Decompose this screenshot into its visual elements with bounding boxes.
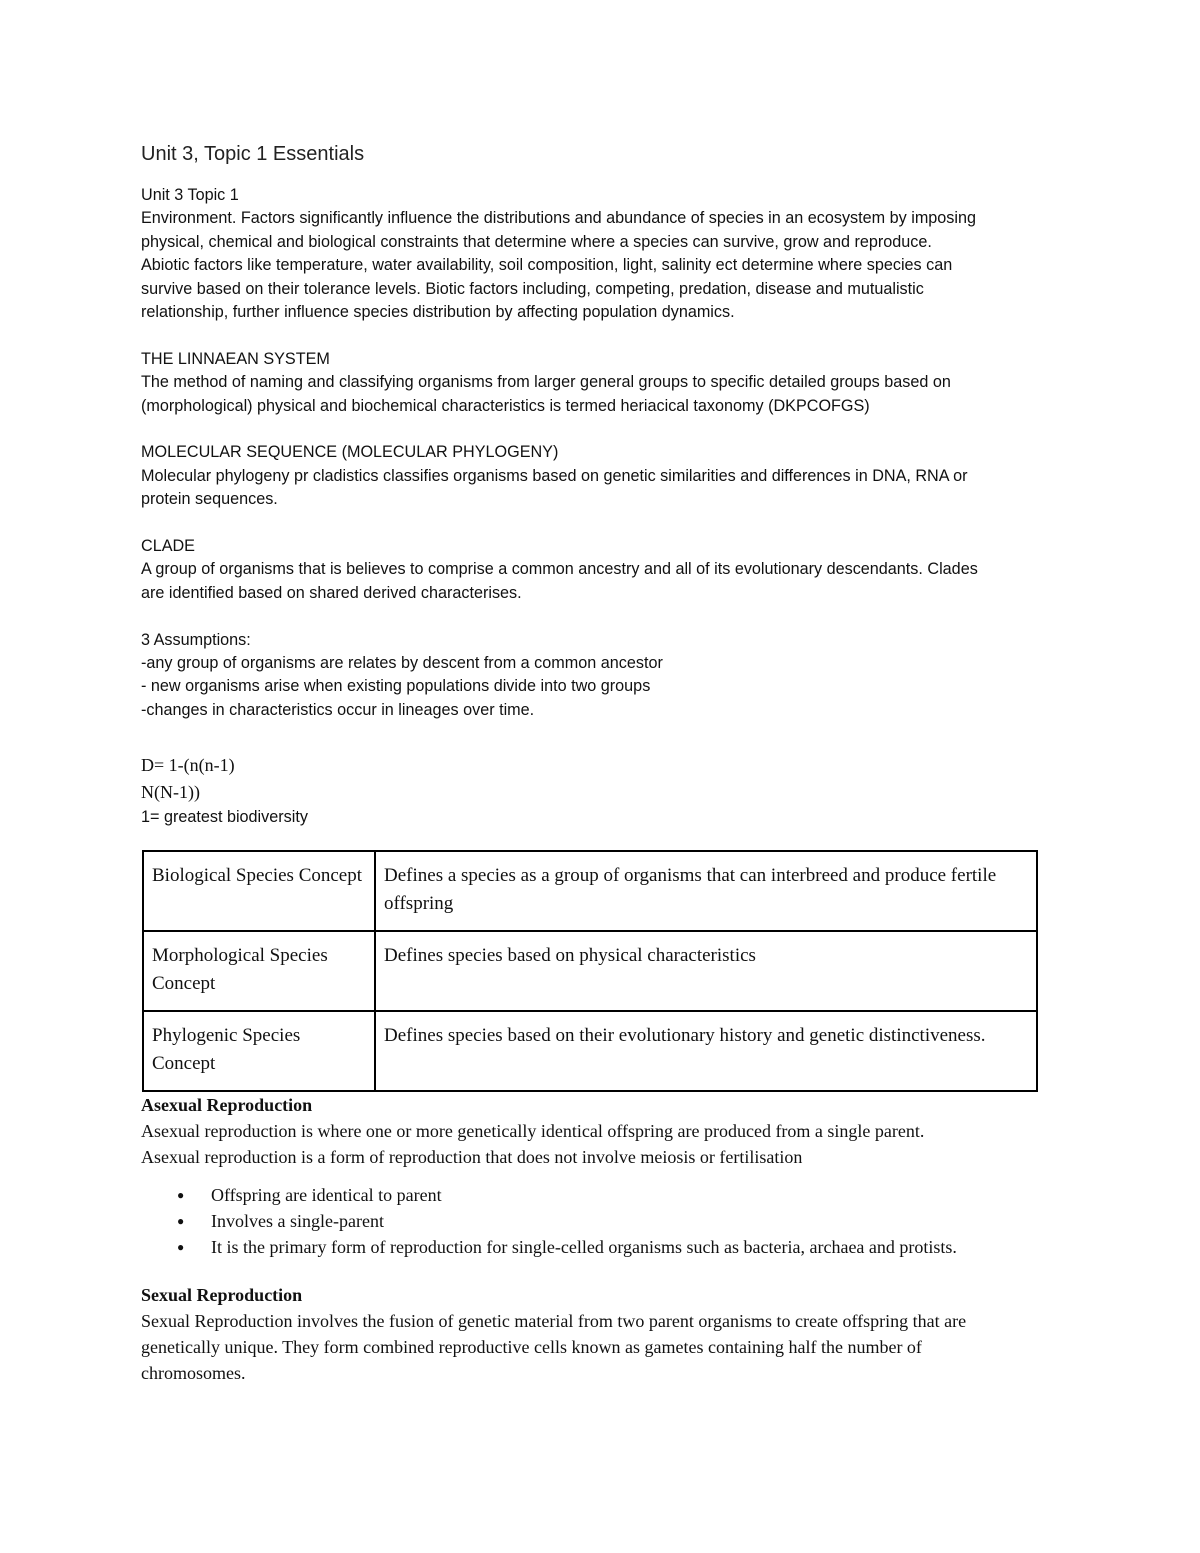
- assumptions-heading: 3 Assumptions:: [141, 630, 251, 649]
- molecular-section: [141, 441, 1061, 511]
- intro-line: physical, chemical and biological constraints that determine where a species can survive, grow and reproduce.: [141, 232, 932, 251]
- concept-definition: Defines species based on physical characteristics: [375, 931, 1037, 1011]
- list-item: ● Offspring are identical to parent: [211, 1182, 1061, 1208]
- asexual-line: Asexual reproduction is where one or more genetically identical offspring are produced from a single parent.: [141, 1120, 925, 1141]
- concept-definition: Defines species based on their evolutionary history and genetic distinctiveness.: [375, 1011, 1037, 1091]
- concept-name: Biological Species Concept: [143, 851, 375, 931]
- molecular-heading: MOLECULAR SEQUENCE (MOLECULAR PHYLOGENY): [141, 443, 559, 462]
- linnaean-line: The method of naming and classifying organisms from larger general groups to specific detailed groups based on: [141, 373, 951, 392]
- list-item: ● Involves a single-parent: [211, 1208, 1061, 1234]
- molecular-line: protein sequences.: [141, 490, 278, 509]
- molecular-line: Molecular phylogeny pr cladistics classifies organisms based on genetic similarities and differences in DNA, RNA or: [141, 466, 968, 485]
- concept-name: Phylogenic Species Concept: [143, 1011, 375, 1091]
- species-concepts-table: [142, 850, 1038, 1092]
- formula-numerator: D= 1-(n(n-1): [141, 755, 235, 776]
- intro-line: Abiotic factors like temperature, water availability, soil composition, light, salinity ect determine where species can: [141, 256, 953, 275]
- sexual-section: [141, 1282, 1061, 1386]
- list-item: ● It is the primary form of reproduction for single-celled organisms such as bacteria, archaea and protists.: [211, 1234, 1061, 1260]
- concept-definition: Defines a species as a group of organisms that can interbreed and produce fertile offspring: [375, 851, 1037, 931]
- assumption-item: - new organisms arise when existing populations divide into two groups: [141, 677, 651, 696]
- sexual-line: genetically unique. They form combined reproductive cells known as gametes containing half the number of: [141, 1336, 922, 1357]
- formula-denominator: N(N-1)): [141, 782, 200, 803]
- linnaean-heading: THE LINNAEAN SYSTEM: [141, 349, 330, 368]
- asexual-line: Asexual reproduction is a form of reproduction that does not involve meiosis or fertilisation: [141, 1146, 803, 1167]
- assumption-item: -any group of organisms are relates by descent from a common ancestor: [141, 654, 663, 673]
- linnaean-section: [141, 348, 1061, 418]
- asexual-bullet-list: [141, 1182, 1061, 1260]
- clade-heading: CLADE: [141, 537, 195, 556]
- intro-section: [141, 184, 1061, 324]
- table-row: [143, 1011, 1037, 1091]
- linnaean-line: (morphological) physical and biochemical characteristics is termed heriacical taxonomy (DKPCOFGS): [141, 396, 870, 415]
- asexual-heading: Asexual Reproduction: [141, 1094, 313, 1115]
- assumption-item: -changes in characteristics occur in lineages over time.: [141, 700, 535, 719]
- assumptions-section: [141, 629, 1061, 723]
- table-row: [143, 931, 1037, 1011]
- concept-name: Morphological Species Concept: [143, 931, 375, 1011]
- diversity-formula: [141, 752, 1061, 829]
- clade-section: [141, 535, 1061, 605]
- sexual-line: chromosomes.: [141, 1362, 246, 1383]
- intro-line: relationship, further influence species distribution by affecting population dynamics.: [141, 303, 735, 322]
- formula-note: 1= greatest biodiversity: [141, 808, 308, 827]
- document-page: [141, 140, 1061, 1386]
- sexual-heading: Sexual Reproduction: [141, 1284, 303, 1305]
- clade-line: A group of organisms that is believes to comprise a common ancestry and all of its evolutionary descendants. Clades: [141, 560, 978, 579]
- clade-line: are identified based on shared derived characterises.: [141, 583, 522, 602]
- intro-heading: Unit 3 Topic 1: [141, 186, 239, 204]
- intro-line: survive based on their tolerance levels. Biotic factors including, competing, predation, disease and mutualistic: [141, 279, 924, 298]
- sexual-line: Sexual Reproduction involves the fusion of genetic material from two parent organisms to create offspring that are: [141, 1310, 967, 1331]
- intro-line: Environment. Factors significantly influence the distributions and abundance of species in an ecosystem by imposing: [141, 209, 977, 228]
- table-row: [143, 851, 1037, 931]
- asexual-section: [141, 1092, 1061, 1260]
- document-title: Unit 3, Topic 1 Essentials: [141, 143, 365, 165]
